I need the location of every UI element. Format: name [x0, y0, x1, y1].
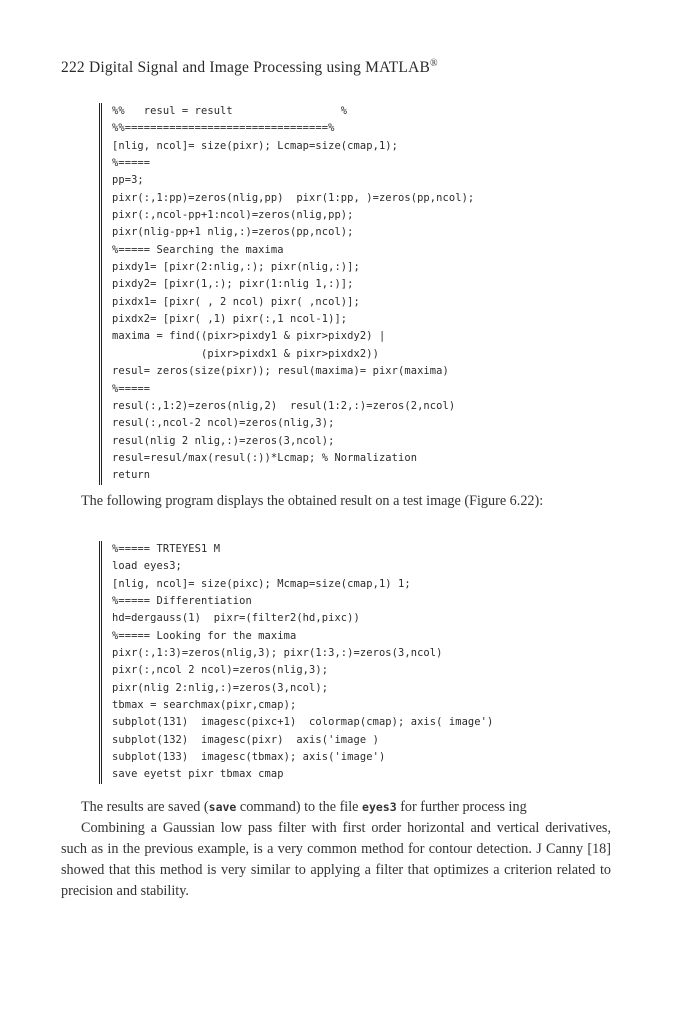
code-line: maxima = find((pixr>pixdy1 & pixr>pixdy2) |	[112, 330, 386, 343]
code-line: resul(:,1:2)=zeros(nlig,2) resul(1:2,:)=zeros(2,ncol)	[112, 399, 456, 412]
paragraph-text: The following program displays the obtained result on a test image (Figure 6.22):	[81, 493, 544, 509]
code-line: pixr(:,1:3)=zeros(nlig,3); pixr(1:3,:)=zeros(3,ncol)	[112, 647, 443, 660]
text-part: for further process ing	[396, 799, 527, 815]
code-line: %=====	[112, 157, 151, 170]
code-line: pixr(:,ncol 2 ncol)=zeros(nlig,3);	[112, 664, 329, 677]
code-line: resul=resul/max(resul(:))*Lcmap; % Normalization	[112, 451, 418, 464]
text-part: command) to the file	[236, 799, 363, 815]
code-line: resul(nlig 2 nlig,:)=zeros(3,ncol);	[112, 434, 335, 447]
code-line: return	[112, 469, 151, 482]
code-line: pixdy1= [pixr(2:nlig,:); pixr(nlig,:)];	[112, 261, 360, 274]
code-line: subplot(133) imagesc(tbmax); axis('image')	[112, 751, 386, 764]
paragraph-results	[61, 797, 611, 902]
code-line: load eyes3;	[112, 560, 182, 573]
code-line: save eyetst pixr tbmax cmap	[112, 768, 284, 781]
code-line: pixr(nlig-pp+1 nlig,:)=zeros(pp,ncol);	[112, 226, 354, 239]
code-line: %===== TRTEYES1 M	[112, 543, 221, 555]
code-line: %%================================%	[112, 122, 335, 135]
book-title: Digital Signal and Image Processing using MATLAB	[88, 59, 431, 77]
code-line: [nlig, ncol]= size(pixr); Lcmap=size(cmap,1);	[112, 139, 399, 152]
code-block-searchmax	[99, 103, 474, 485]
code-line: pixr(:,ncol-pp+1:ncol)=zeros(nlig,pp);	[112, 209, 354, 222]
code-line: [nlig, ncol]= size(pixc); Mcmap=size(cmap,1) 1;	[112, 577, 411, 590]
code-filename: eyes3	[362, 800, 397, 814]
code-line: (pixr>pixdx1 & pixr>pixdx2))	[112, 347, 379, 360]
page-number: 222	[61, 59, 85, 77]
code-line: %===== Searching the maxima	[112, 243, 284, 256]
paragraph-canny: Combining a Gaussian low pass filter with first order horizontal and vertical derivatives, such as in the previous example, is a very common method for contour detection. J Canny [18] showed that this method is very similar to applying a filter that optimizes a criterion related to precision and stability.	[61, 820, 611, 899]
text-part: The results are saved (	[81, 799, 209, 815]
code-line: %% resul = result %	[112, 105, 348, 117]
paragraph-saved	[61, 797, 611, 818]
code-line: subplot(132) imagesc(pixr) axis('image )	[112, 733, 379, 746]
code-line: resul(:,ncol-2 ncol)=zeros(nlig,3);	[112, 417, 335, 430]
registered-mark: ®	[430, 58, 438, 69]
code-line: %===== Differentiation	[112, 595, 252, 608]
running-head	[61, 58, 438, 77]
code-line: hd=dergauss(1) pixr=(filter2(hd,pixc))	[112, 612, 360, 625]
paragraph-intro	[61, 491, 611, 512]
code-line: tbmax = searchmax(pixr,cmap);	[112, 699, 297, 712]
code-line: pixr(nlig 2:nlig,:)=zeros(3,ncol);	[112, 681, 329, 694]
code-line: resul= zeros(size(pixr)); resul(maxima)= pixr(maxima)	[112, 365, 449, 378]
code-line: pixr(:,1:pp)=zeros(nlig,pp) pixr(1:pp, )=zeros(pp,ncol);	[112, 191, 475, 204]
code-block-trteyes	[99, 541, 493, 784]
code-line: pixdy2= [pixr(1,:); pixr(1:nlig 1,:)];	[112, 278, 354, 291]
code-save: save	[208, 800, 237, 814]
code-line: subplot(131) imagesc(pixc+1) colormap(cmap); axis( image')	[112, 716, 494, 729]
code-line: pixdx2= [pixr( ,1) pixr(:,1 ncol-1)];	[112, 313, 348, 326]
code-line: %=====	[112, 382, 151, 395]
code-line: pixdx1= [pixr( , 2 ncol) pixr( ,ncol)];	[112, 295, 360, 308]
code-line: %===== Looking for the maxima	[112, 629, 297, 642]
code-line: pp=3;	[112, 174, 144, 187]
